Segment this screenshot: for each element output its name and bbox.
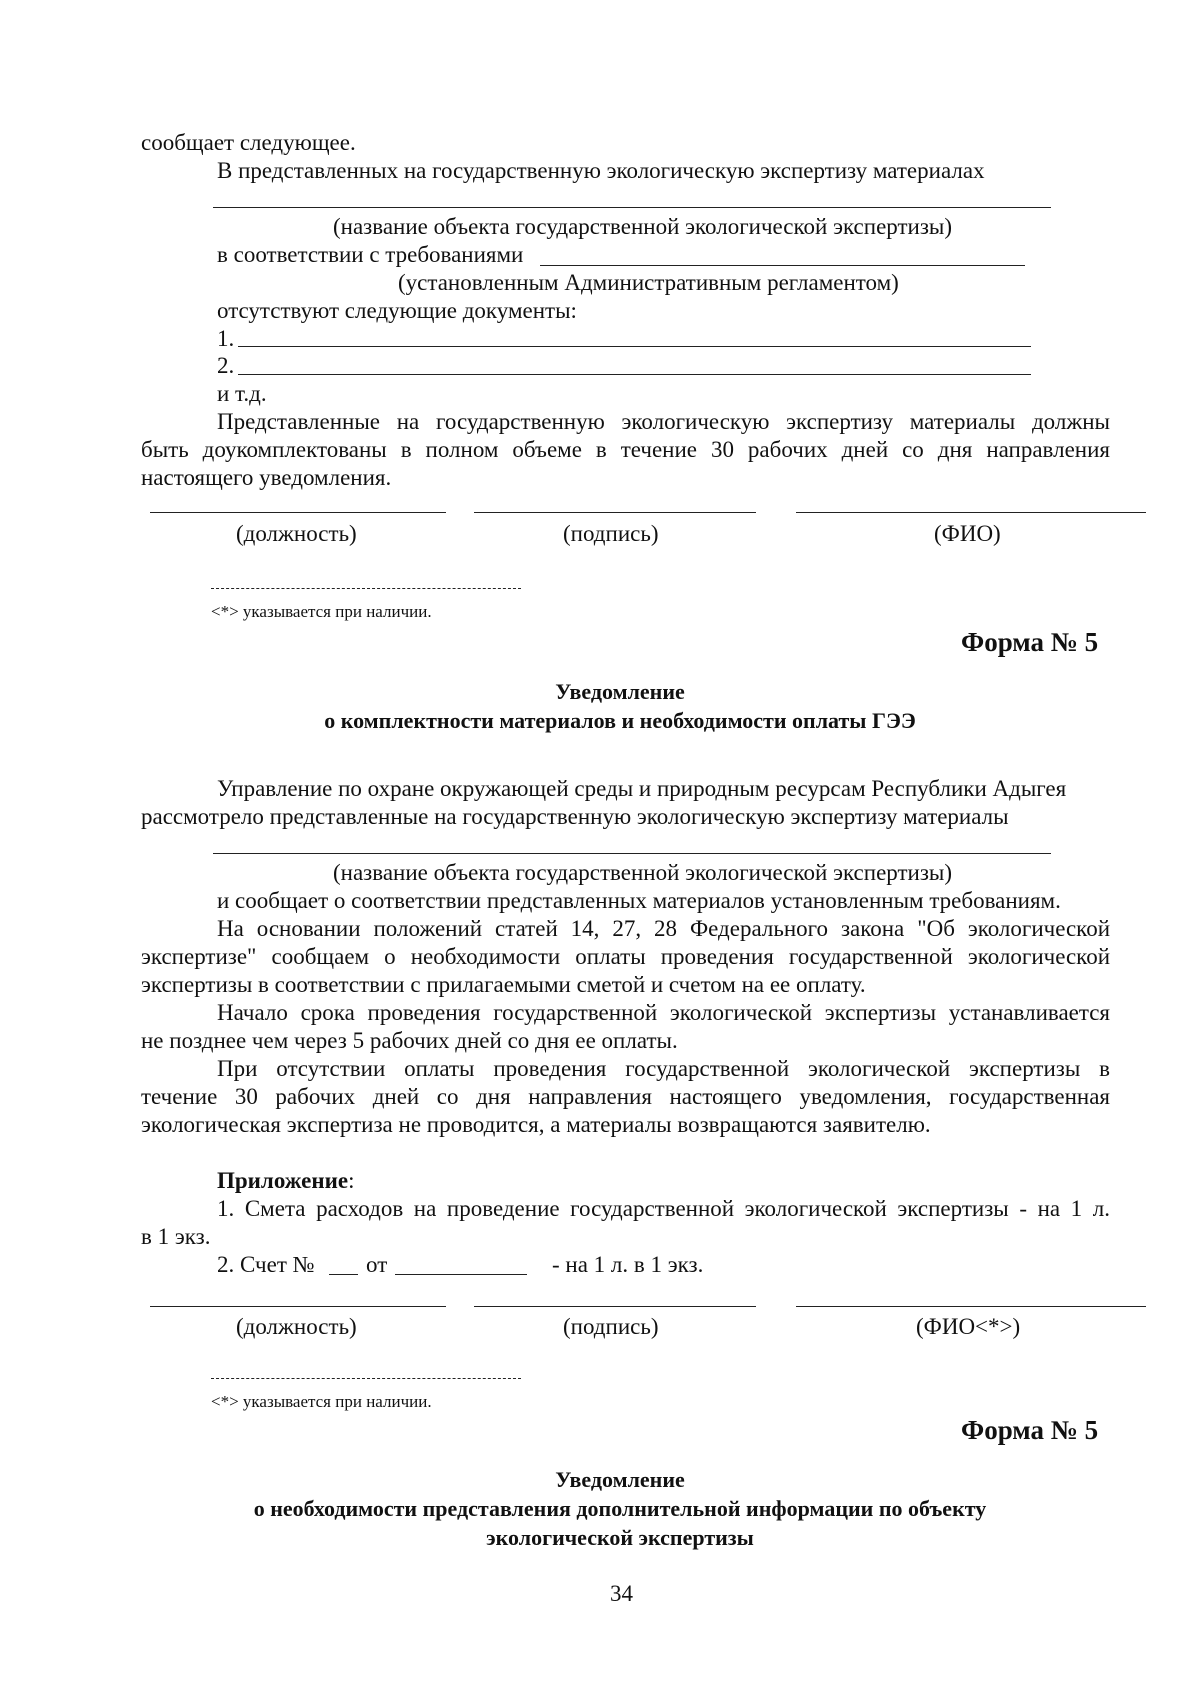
- invoice-number-blank: [329, 1274, 358, 1275]
- appendix-label: Приложение: [217, 1168, 349, 1193]
- form-label: Форма № 5: [961, 627, 1099, 657]
- signature-line: [474, 512, 756, 513]
- completion-paragraph-line-3: настоящего уведомления.: [141, 465, 392, 490]
- completion-paragraph-line-2: быть доукомплектованы в полном объеме в течение 30 рабочих дней со дня направления: [141, 437, 1110, 462]
- no-payment-line-2: течение 30 рабочих дней со дня направления настоящего уведомления, государственная: [141, 1084, 1110, 1109]
- appendix-item-2-date-label: от: [366, 1252, 388, 1277]
- requirements-blank: [540, 265, 1025, 266]
- name-signature-line-2: [796, 1306, 1146, 1307]
- notice-subtitle-2-line-2: экологической экспертизы: [486, 1525, 754, 1550]
- full-name-caption: (ФИО): [934, 521, 1001, 546]
- department-line-1: Управление по охране окружающей среды и природным ресурсам Республики Адыгея: [217, 776, 1067, 801]
- appendix-item-1-line-2: в 1 экз.: [141, 1224, 211, 1249]
- notice-title-2: Уведомление: [555, 1467, 685, 1492]
- missing-item-2-blank: [238, 374, 1031, 375]
- footnote-separator: [211, 588, 521, 589]
- etc-label: и т.д.: [217, 381, 267, 406]
- form-label-2: Форма № 5: [961, 1415, 1099, 1445]
- regulation-caption: (установленным Административным регламентом): [398, 270, 899, 295]
- object-name-blank: [213, 207, 1051, 208]
- appendix-colon: :: [348, 1168, 355, 1193]
- law-paragraph-line-3: экспертизы в соответствии с прилагаемыми сметой и счетом на ее оплату.: [141, 972, 866, 997]
- object-name-caption: (название объекта государственной экологической экспертизы): [333, 214, 953, 239]
- missing-item-2-number: 2.: [217, 353, 235, 378]
- start-term-line-2: не позднее чем через 5 рабочих дней со дня ее оплаты.: [141, 1028, 678, 1053]
- intro-line: сообщает следующее.: [141, 130, 356, 155]
- signature-caption: (подпись): [563, 521, 659, 546]
- signature-caption-2: (подпись): [563, 1314, 659, 1339]
- position-signature-line-2: [150, 1306, 446, 1307]
- start-term-line-1: Начало срока проведения государственной экологической экспертизы устанавливается: [217, 1000, 1110, 1025]
- notice-title: Уведомление: [555, 679, 685, 704]
- missing-documents-label: отсутствуют следующие документы:: [217, 298, 577, 323]
- no-payment-line-1: При отсутствии оплаты проведения государственной экологической экспертизы в: [217, 1056, 1110, 1081]
- appendix-item-2-tail: - на 1 л. в 1 экз.: [552, 1252, 704, 1277]
- position-caption-2: (должность): [236, 1314, 357, 1339]
- conformity-line: и сообщает о соответствии представленных материалов установленным требованиям.: [217, 888, 1061, 913]
- presented-line: В представленных на государственную экологическую экспертизу материалах: [217, 158, 985, 183]
- position-signature-line: [150, 512, 446, 513]
- appendix-heading: [217, 1167, 354, 1194]
- law-paragraph-line-2: экспертизе" сообщаем о необходимости оплаты проведения государственной экологической: [141, 944, 1110, 969]
- completion-paragraph-line-1: Представленные на государственную экологическую экспертизу материалы должны: [217, 409, 1110, 434]
- missing-item-1-number: 1.: [217, 326, 235, 351]
- department-line-2: рассмотрело представленные на государственную экологическую экспертизу материалы: [141, 804, 1009, 829]
- object-name-caption-2: (название объекта государственной экологической экспертизы): [333, 860, 953, 885]
- appendix-item-2-invoice-label: 2. Счет №: [217, 1252, 315, 1277]
- notice-subtitle-2-line-1: о необходимости представления дополнительной информации по объекту: [253, 1496, 987, 1521]
- missing-item-1-blank: [238, 346, 1031, 347]
- footnote-separator-2: [211, 1378, 521, 1379]
- invoice-date-blank: [395, 1274, 527, 1275]
- requirements-label: в соответствии с требованиями: [217, 242, 524, 267]
- signature-line-2: [474, 1306, 756, 1307]
- name-signature-line: [796, 512, 1146, 513]
- no-payment-line-3: экологическая экспертиза не проводится, а материалы возвращаются заявителю.: [141, 1112, 931, 1137]
- law-paragraph-line-1: На основании положений статей 14, 27, 28 Федерального закона "Об экологической: [217, 916, 1110, 941]
- footnote-text-2: <*> указывается при наличии.: [211, 1392, 432, 1411]
- notice-subtitle: о комплектности материалов и необходимости оплаты ГЭЭ: [324, 708, 916, 733]
- page-number: 34: [610, 1581, 633, 1606]
- footnote-text: <*> указывается при наличии.: [211, 602, 432, 621]
- object-name-blank-2: [213, 853, 1051, 854]
- appendix-item-1-line-1: 1. Смета расходов на проведение государственной экологической экспертизы - на 1 л.: [217, 1196, 1110, 1221]
- position-caption: (должность): [236, 521, 357, 546]
- full-name-caption-2: (ФИО<*>): [916, 1314, 1021, 1339]
